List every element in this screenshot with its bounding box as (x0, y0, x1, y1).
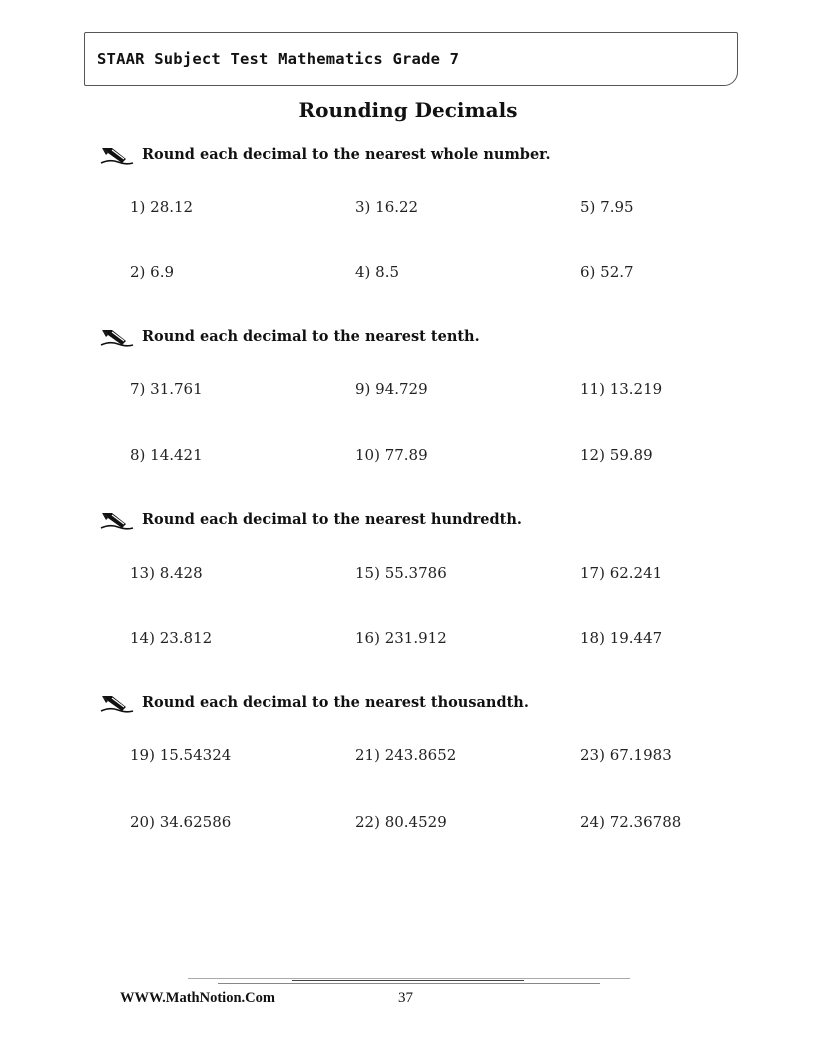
page-title: Rounding Decimals (298, 98, 518, 122)
pencil-icon (100, 326, 134, 348)
pencil-icon (100, 144, 134, 166)
problem-24: 24) 72.36788 (580, 813, 682, 831)
header-box (84, 32, 738, 86)
problem-8: 8) 14.421 (130, 446, 203, 464)
footer-divider (188, 978, 630, 979)
footer-website: WWW.MathNotion.Com (120, 990, 275, 1006)
problem-11: 11) 13.219 (580, 380, 663, 398)
problem-18: 18) 19.447 (580, 629, 663, 647)
problem-23: 23) 67.1983 (580, 746, 672, 764)
problem-9: 9) 94.729 (355, 380, 428, 398)
pencil-icon (100, 509, 134, 531)
pencil-icon (100, 692, 134, 714)
problem-13: 13) 8.428 (130, 564, 203, 582)
section-instruction: Round each decimal to the nearest whole number. (142, 146, 551, 163)
problem-20: 20) 34.62586 (130, 813, 232, 831)
problem-3: 3) 16.22 (355, 198, 419, 216)
problem-21: 21) 243.8652 (355, 746, 457, 764)
problem-14: 14) 23.812 (130, 629, 213, 647)
problem-16: 16) 231.912 (355, 629, 447, 647)
problem-19: 19) 15.54324 (130, 746, 232, 764)
problem-2: 2) 6.9 (130, 263, 175, 281)
problem-1: 1) 28.12 (130, 198, 194, 216)
problem-4: 4) 8.5 (355, 263, 400, 281)
problem-6: 6) 52.7 (580, 263, 634, 281)
footer-divider (292, 980, 524, 981)
problem-15: 15) 55.3786 (355, 564, 447, 582)
header-title: STAAR Subject Test Mathematics Grade 7 (97, 50, 460, 68)
problem-22: 22) 80.4529 (355, 813, 447, 831)
problem-17: 17) 62.241 (580, 564, 663, 582)
problem-12: 12) 59.89 (580, 446, 653, 464)
section-instruction: Round each decimal to the nearest thousandth. (142, 694, 529, 711)
problem-10: 10) 77.89 (355, 446, 428, 464)
footer-divider (218, 983, 600, 984)
section-instruction: Round each decimal to the nearest hundredth. (142, 511, 522, 528)
section-instruction: Round each decimal to the nearest tenth. (142, 328, 480, 345)
problem-7: 7) 31.761 (130, 380, 203, 398)
problem-5: 5) 7.95 (580, 198, 634, 216)
page-number: 37 (398, 990, 413, 1006)
